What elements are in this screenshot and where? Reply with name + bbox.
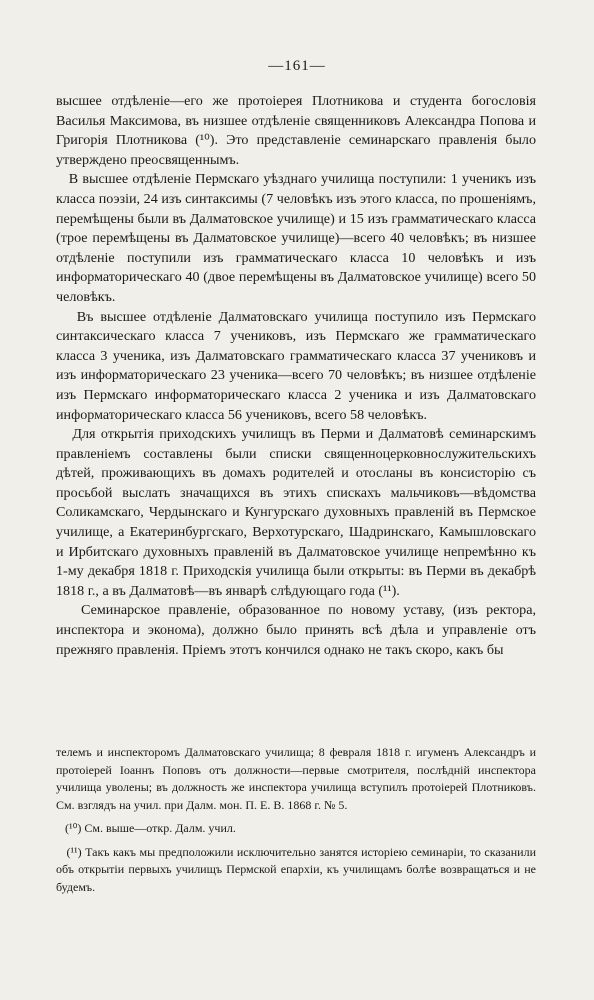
paragraph: высшее отдѣленіе—его же протоіерея Плотникова и студента богословія Василья Максимова, въ низшее отдѣленіе священниковъ Александра Попова и Григорія Плотникова (¹⁰). Это представленіе семинарскаго правленія было утверждено преосвященнымъ. <box>56 93 536 168</box>
footnote: (¹⁰) См. выше—откр. Далм. учил. <box>56 821 236 835</box>
footnote: телемъ и инспекторомъ Далматовскаго училища; 8 февраля 1818 г. игуменъ Александръ и протоіерей Іоаннъ Поповъ отъ должности—первые смотрителя, послѣдній инспектора училища уволены; въ должность же инспектора училища вступилъ протоіерей Плотниковъ. См. взглядъ на учил. при Далм. мон. П. Е. В. 1868 г. № 5. <box>56 745 536 812</box>
paragraph: Для открытія приходскихъ училищъ въ Перми и Далматовѣ семинарскимъ правленіемъ составлены были списки священноцерковнослужительскихъ дѣтей, проживающихъ въ домахъ родителей и отосланы въ консисторію съ просьбой выслать значащихся въ этихъ спискахъ мальчиковъ—вѣдомства Соликамскаго, Чердынскаго и Кунгурскаго духовныхъ правленій въ Пермское училище, а Екатеринбургскаго, Верхотурскаго, Шадринскаго, Камышловскаго и Ирбитскаго духовныхъ правленій въ Далматовское училище непремѣнно къ 1-му декабря 1818 г. Приходскія училища были открыты: въ Перми въ декабрѣ 1818 г., а въ Далматовѣ—въ январѣ слѣдующаго года (¹¹). <box>56 426 540 599</box>
footnotes <box>56 744 540 902</box>
paragraph: В высшее отдѣленіе Пермскаго уѣзднаго училища поступили: 1 ученикъ изъ класса поэзіи, 24 изъ синтаксимы (7 человѣкъ изъ этого класса, по прошеніямъ, перемѣщены были въ Далматовское училище) и 15 изъ грамматическаго класса (трое перемѣщены въ Далматовское училище)—всего 40 человѣкъ; въ низшее отдѣленіе поступили изъ грамматическаго класса 10 человѣкъ и изъ информаторическаго 40 (двое перемѣщены въ Далматовское училище) всего 50 человѣкъ. <box>56 171 540 305</box>
page-number: —161— <box>268 58 326 74</box>
footnote: (¹¹) Такъ какъ мы предположили исключительно занятся исторіею семинаріи, то сказанили объ открытіи первыхъ училищъ Пермской епархіи, къ училищамъ болѣе возвращаться и не будемъ. <box>56 844 540 894</box>
main-text <box>56 92 540 660</box>
paragraph: Въ высшее отдѣленіе Далматовскаго училища поступило изъ Пермскаго синтаксическаго класса 7 учениковъ, изъ Пермскаго же грамматическаго класса 3 ученика, изъ Далматовскаго грамматическаго класса 37 учениковъ и изъ информаторическаго 23 ученика—всего 70 человѣкъ; въ низшее отдѣленіе изъ Пермскаго информаторическаго класса 2 ученика и изъ Далматовскаго информаторическаго класса 56 учениковъ, всего 58 человѣкъ. <box>56 308 540 423</box>
paragraph: Семинарское правленіе, образованное по новому уставу, (изъ ректора, инспектора и эконома), должно было принять всѣ дѣла и управленіе отъ прежняго правленія. Пріемъ этотъ кончился однако не такъ скоро, какъ бы <box>56 602 540 658</box>
